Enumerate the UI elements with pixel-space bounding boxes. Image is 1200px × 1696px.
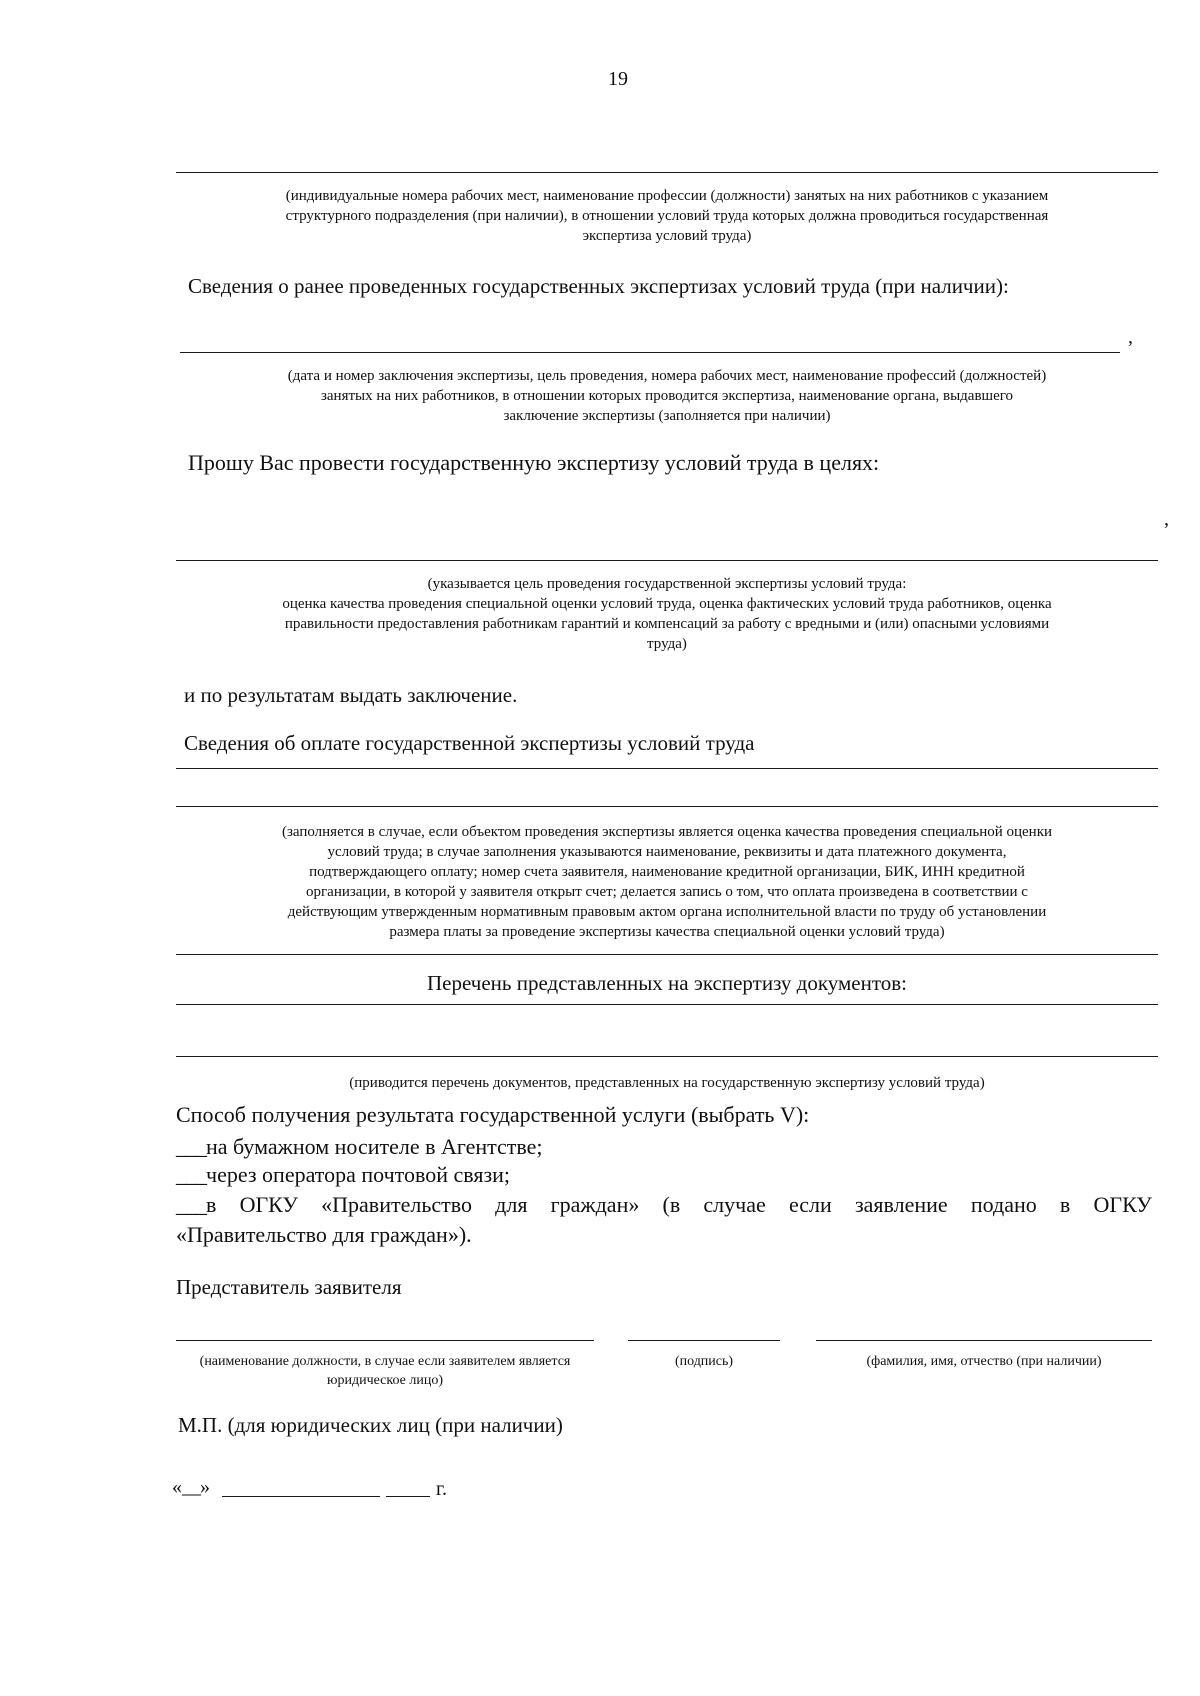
position-sign-line <box>176 1340 594 1341</box>
option-word: (в <box>662 1192 681 1217</box>
heading-documents: Перечень представленных на экспертизу документов: <box>427 971 907 995</box>
caption-name: (фамилия, имя, отчество (при наличии) <box>866 1354 1102 1369</box>
caption-previous <box>176 366 1158 426</box>
option-word: случае <box>703 1192 766 1217</box>
date-quote-close: » <box>200 1476 210 1498</box>
method-option-ogku <box>176 1192 1152 1218</box>
option-word: ОГКУ <box>239 1192 298 1217</box>
option-word: ОГКУ <box>1093 1192 1152 1217</box>
method-heading: Способ получения результата государственной услуги (выбрать V): <box>176 1102 810 1127</box>
payment-caption-underline <box>176 954 1158 955</box>
signature-sign-line <box>628 1340 780 1341</box>
caption-purpose <box>176 574 1158 654</box>
option-word: если <box>788 1192 832 1217</box>
caption-payment-line: подтверждающего оплату; номер счета заявителя, наименование кредитной организации, БИК, ИНН кредитной <box>309 864 1025 880</box>
caption-previous-line: (дата и номер заключения экспертизы, цель проведения, номера рабочих мест, наименование профессий (должностей) <box>287 368 1047 384</box>
caption-workplaces-line: (индивидуальные номера рабочих мест, наименование профессии (должности) занятых на них работников с указанием <box>285 188 1049 204</box>
caption-purpose-line: оценка качества проведения специальной оценки условий труда, оценка фактических условий труда работников, оценка <box>282 596 1052 612</box>
caption-payment-line: условий труда; в случае заполнения указываются наименование, реквизиты и дата платежного документа, <box>327 844 1007 860</box>
caption-previous-line: заключение экспертизы (заполняется при наличии) <box>503 408 831 424</box>
option-word: подано <box>970 1192 1037 1217</box>
heading-request: Прошу Вас провести государственную экспертизу условий труда в целях: <box>188 450 880 475</box>
caption-purpose-line: правильности предоставления работникам гарантий и компенсаций за работу с вредными и (или) опасными условиями <box>284 616 1050 632</box>
documents-fill-line-1 <box>176 1004 1158 1005</box>
heading-payment: Сведения об оплате государственной экспертизы условий труда <box>184 731 755 755</box>
caption-purpose-line: (указывается цель проведения государственной экспертизы условий труда: <box>427 576 907 592</box>
checkbox-blank[interactable]: ___ <box>176 1192 206 1217</box>
checkbox-blank[interactable]: ___ <box>176 1162 206 1187</box>
caption-previous-line: занятых на них работников, в отношении которых проводится экспертиза, наименование органа, выдавшего <box>320 388 1014 404</box>
option-label: на бумажном носителе в Агентстве; <box>206 1134 543 1159</box>
option-word: «Правительство <box>321 1192 472 1217</box>
comma-mark: , <box>1164 508 1169 530</box>
method-option-paper <box>176 1134 543 1160</box>
date-month-line <box>222 1496 380 1497</box>
name-sign-line <box>816 1340 1152 1341</box>
page-number: 19 <box>608 68 628 90</box>
date-field <box>172 1474 210 1500</box>
option-word: для <box>495 1192 528 1217</box>
option-word: заявление <box>854 1192 948 1217</box>
caption-payment-line: действующим утвержденным нормативным правовым актом органа исполнительной власти по труду об установлении <box>287 904 1047 920</box>
caption-payment-line: организации, в которой у заявителя открыт счет; делается запись о том, что оплата произведена в соответствии с <box>306 884 1028 900</box>
payment-fill-line-1 <box>176 768 1158 769</box>
heading-previous-expertises: Сведения о ранее проведенных государственных экспертизах условий труда (при наличии): <box>188 274 1009 298</box>
stamp-label: М.П. (для юридических лиц (при наличии) <box>178 1413 563 1437</box>
previous-fill-line <box>180 352 1120 353</box>
method-option-ogku-continued: «Правительство для граждан»). <box>176 1222 472 1247</box>
caption-documents: (приводится перечень документов, представленных на государственную экспертизу условий труда) <box>349 1075 985 1091</box>
payment-fill-line-2 <box>176 806 1158 807</box>
caption-purpose-line: труда) <box>647 636 687 652</box>
representative-label: Представитель заявителя <box>176 1275 402 1299</box>
date-year-line <box>386 1496 430 1497</box>
caption-workplaces <box>176 186 1158 246</box>
option-word: в <box>206 1192 217 1217</box>
documents-fill-line-2 <box>176 1056 1158 1057</box>
date-year-suffix: г. <box>436 1478 447 1500</box>
option-label: через оператора почтовой связи; <box>206 1162 511 1187</box>
date-quote-open: « <box>172 1476 182 1498</box>
caption-position: (наименование должности, в случае если заявителем является юридическое лицо) <box>199 1354 571 1388</box>
caption-payment-line: (заполняется в случае, если объектом проведения экспертизы является оценка качества проведения специальной оценки <box>281 824 1053 840</box>
date-day-blank[interactable]: __ <box>182 1476 200 1498</box>
workplaces-fill-line <box>176 172 1158 173</box>
caption-payment-line: размера платы за проведение экспертизы качества специальной оценки условий труда) <box>389 924 945 940</box>
caption-workplaces-line: экспертиза условий труда) <box>582 228 752 244</box>
caption-signature: (подпись) <box>674 1354 734 1369</box>
option-word: граждан» <box>550 1192 640 1217</box>
comma-mark: , <box>1128 326 1133 348</box>
caption-payment <box>176 822 1158 942</box>
option-word: в <box>1059 1192 1071 1217</box>
text-conclusion: и по результатам выдать заключение. <box>184 683 518 707</box>
method-option-post <box>176 1162 510 1188</box>
caption-workplaces-line: структурного подразделения (при наличии), в отношении условий труда которых должна проводиться государственная <box>285 208 1049 224</box>
checkbox-blank[interactable]: ___ <box>176 1134 206 1159</box>
purpose-fill-line <box>176 560 1158 561</box>
